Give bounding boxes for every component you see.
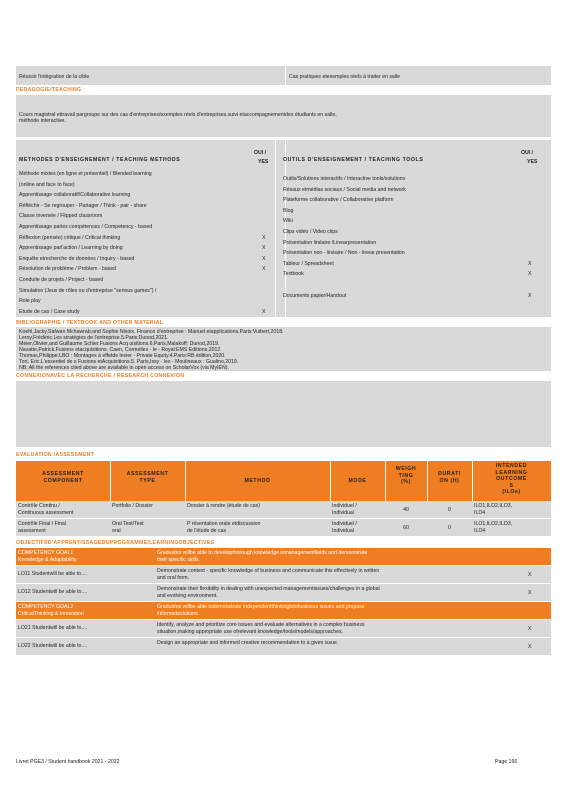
lo-check: X xyxy=(528,644,532,650)
bibliography-item: Navatte,Patrick.Fusions etacquisitions. Caen, Cormelles - le - Royal:EMS Editions,2012. xyxy=(19,347,222,353)
eval-header-weighting: WEIGH TING (%) xyxy=(395,466,417,485)
bibliography-item: Koehl,Jacky,Safwan Mchawrab,and Sophie Nivoix. Finance d'entreprise : Manuel etapplications.Paris:Vuibert,2018. xyxy=(19,329,284,335)
eval-header-mode: MODE xyxy=(348,478,367,484)
evaluation-heading: EVALUATION /ASSESSMENT xyxy=(16,452,95,458)
method-item: Etude de cas / Case study xyxy=(19,308,80,315)
goal-desc: Graduates willbe able to developthorough knowledge inmanagementfields and demonstrate their specific skills. xyxy=(157,550,368,563)
eval-header-duration: DURATI ON (H) xyxy=(438,471,461,484)
pedagogie-text-1: Cours magistral ettravail pargroupe sur des cas d'entreprises/exemples réels d'entreprises,suivi etaccompagnementdes étudiants en salle, xyxy=(19,112,337,118)
bibliography-item: Meier,Olivier,and Guillaume Schier.Fusions Acq uisitions.6.Paris,Malakoff: Dunod,2019. xyxy=(19,341,220,347)
eval-cell-method: P résentation orale etdiscussion de l'étude de cas xyxy=(187,521,261,534)
method-item: (online and face to face) xyxy=(19,181,75,188)
tool-item: Présentation non - linéaire / Non - linear presentation xyxy=(283,250,405,257)
lo-desc: Identify, analyze and prioritize core issues and evaluate alternatives in a complex business situation,making appropriate use ofrelevant knowledge/tools/models/approaches. xyxy=(157,622,365,635)
method-check: X xyxy=(262,266,266,273)
method-item: Apprentissage collaboratif/Collaborative learning xyxy=(19,192,131,199)
top-row-right: Cas pratiques etexemples réels à traiter en salle xyxy=(289,74,401,80)
method-check: X xyxy=(262,245,266,252)
eval-header-outcomes: INTENDED LEARNING OUTCOME S (ILOs) xyxy=(495,463,528,495)
bibliography-item: NB: All the references cited above are available in open access on ScholarVox (via MyIÉN). xyxy=(19,365,229,371)
footer-left: Livret PGE3 / Student handbook 2021 - 2022 xyxy=(16,759,120,765)
eval-header-component: ASSESSMENT COMPONENT xyxy=(42,471,84,484)
tool-item: Plateforme collaborative / Collaborative platform xyxy=(283,197,394,204)
method-check: X xyxy=(262,234,266,241)
eval-cell-type: Portfolio / Dossier xyxy=(112,503,153,509)
lo-check: X xyxy=(528,626,532,632)
method-item: Role play xyxy=(19,298,41,305)
lo-code: LO11 Studentwill be able to.... xyxy=(18,571,87,577)
method-item: Réflexion (pensée) critique / Critical thinking xyxy=(19,234,121,241)
eval-cell-outcomes: ILO1,ILO2,ILO3, ILO4 xyxy=(474,503,513,516)
method-item: Enquête etrecherche de données / Inquiry - based xyxy=(19,255,135,262)
goal-desc: Graduates willbe able todemonstrate independentthinkingintobusiness issues and propose informedsolutions. xyxy=(157,604,365,617)
method-item: Simulation (Jeux de rôles ou d'entreprise "serious games") / xyxy=(19,287,157,294)
method-item: Conduite de projets / Project - based xyxy=(19,277,104,283)
lo-check: X xyxy=(528,572,532,578)
methods-left-yes2: YES xyxy=(258,159,269,165)
methods-left-yes: OUI / xyxy=(254,150,267,156)
lo-code: LO21 Studentwill be able to.... xyxy=(18,625,88,631)
bibliography-item: Leroy,Frédéric.Les stratégies de l'entreprise.5.Paris:Dunod,2021. xyxy=(19,335,169,341)
method-item: Apprentissage parles compétences / Competency - based xyxy=(19,224,153,230)
lo-desc: Demonstrate their flexibility in dealing with unexpected managementissues/challenges in a global and evolving environment. xyxy=(157,586,380,599)
tool-check: X xyxy=(528,260,532,267)
methods-left-header: METHODES D'ENSEIGNEMENT / TEACHING METHODS xyxy=(19,157,181,163)
tool-item: Tableur / Spreadsheet xyxy=(283,260,334,267)
eval-cell-type: Oral Test/Test oral xyxy=(112,521,144,534)
goal-title: COMPETENCY GOAL1 Knowledge & Adaptability xyxy=(18,550,77,563)
method-item: Classe inversée / Flipped classroom xyxy=(19,213,103,220)
methods-right-yes: OUI / xyxy=(521,150,534,156)
top-row-left: Réussir l'intégration de la cible xyxy=(19,74,90,80)
eval-cell-weighting: 60 xyxy=(403,525,409,531)
bibliography-item: Thomas,Philippe.LBO : Montages à effetde levier - Private Equity.4.Paris:RB édition,2020. xyxy=(19,353,226,359)
footer-page: Page 166 xyxy=(495,759,518,765)
method-item: Réfléchir - Se regrouper - Partager / Think - pair - share xyxy=(19,202,147,209)
lo-code: LO12 Studentwill be able to.... xyxy=(18,589,88,595)
method-item: Apprentissage parl'action / Learning by doing xyxy=(19,245,123,252)
eval-cell-component: Contrôle Continu / Continuous assessment xyxy=(18,503,74,516)
tool-item: Textbook xyxy=(283,271,304,278)
method-check: X xyxy=(262,255,266,262)
tool-item: Présentation linéaire /Linearpresentation xyxy=(283,239,377,246)
objectives-heading: OBJECTIFSD'APPRENTISSAGEDUPROGRAMME/LEARNINGOBJECTIVES xyxy=(16,540,215,546)
eval-cell-component: Contrôle Final / Final assessment xyxy=(18,521,66,534)
tool-item: Outils/Solutions interactifs / Interactive tools/solutions xyxy=(283,176,406,182)
methods-right-yes2: YES xyxy=(527,159,538,165)
eval-cell-mode: Individuel / Individual xyxy=(332,521,357,534)
connexion-box xyxy=(16,381,551,447)
tool-item: Wiki xyxy=(283,218,293,225)
eval-cell-duration: 0 xyxy=(448,525,451,531)
lo-desc: Demonstrate context - specific knowledge of business and communicate this effectively in written and oral form. xyxy=(157,568,380,581)
tool-check: X xyxy=(528,271,532,278)
goal-title: COMPETENCY GOAL2 CriticalThinking & Innovation xyxy=(18,604,84,617)
method-item: Résolution de problème / Problem - based xyxy=(19,266,117,273)
bibliography-item: Tort, Eric.L'essentiel de s Fusions etAcquisitions.5. Paris,Issy - les - Moulineaux : Gualino,2019. xyxy=(19,359,239,365)
eval-cell-method: Dossier à rendre (étude de cas) xyxy=(187,503,260,509)
pedagogie-heading: PEDAGOGIE/TEACHING xyxy=(16,87,82,93)
eval-header-method: METHOD xyxy=(244,478,271,484)
eval-cell-outcomes: ILO1,ILO2,ILO3, ILO4 xyxy=(474,521,513,534)
eval-cell-weighting: 40 xyxy=(403,507,409,513)
tool-item: Clips vidéo / Video clips xyxy=(283,229,338,235)
bibliography-heading: BIBLIOGRAPHIE / TEXTBOOK AND OTHER MATERIAL xyxy=(16,320,164,326)
tool-check: X xyxy=(528,292,532,299)
tool-item: Documents papier/Handout xyxy=(283,292,347,299)
method-item: Méthode mixtes (en ligne et présentiel) / Blended learning xyxy=(19,171,152,177)
method-check: X xyxy=(262,308,266,315)
pedagogie-text-2: méthode interactive. xyxy=(19,118,66,124)
lo-check: X xyxy=(528,590,532,596)
tool-item: Résaux etmédias sociaux / Social media and network xyxy=(283,186,406,193)
lo-desc: Design an appropriate and informed creative recommendation to a given issue. xyxy=(157,640,339,646)
eval-header-type: ASSESSMENT TYPE xyxy=(126,471,169,484)
tool-item: Blog xyxy=(283,207,294,214)
lo-code: LO22 Studentwill be able to.... xyxy=(18,643,88,649)
eval-cell-mode: Individuel / Individual xyxy=(332,503,357,516)
methods-right-header: OUTILS D'ENSEIGNEMENT / TEACHING TOOLS xyxy=(283,157,424,163)
top-row xyxy=(16,66,551,85)
eval-cell-duration: 0 xyxy=(448,507,451,513)
connexion-heading: CONNEXIONAVEC LA RECHERCHE / RESEARCH CONNEXION xyxy=(16,373,185,379)
